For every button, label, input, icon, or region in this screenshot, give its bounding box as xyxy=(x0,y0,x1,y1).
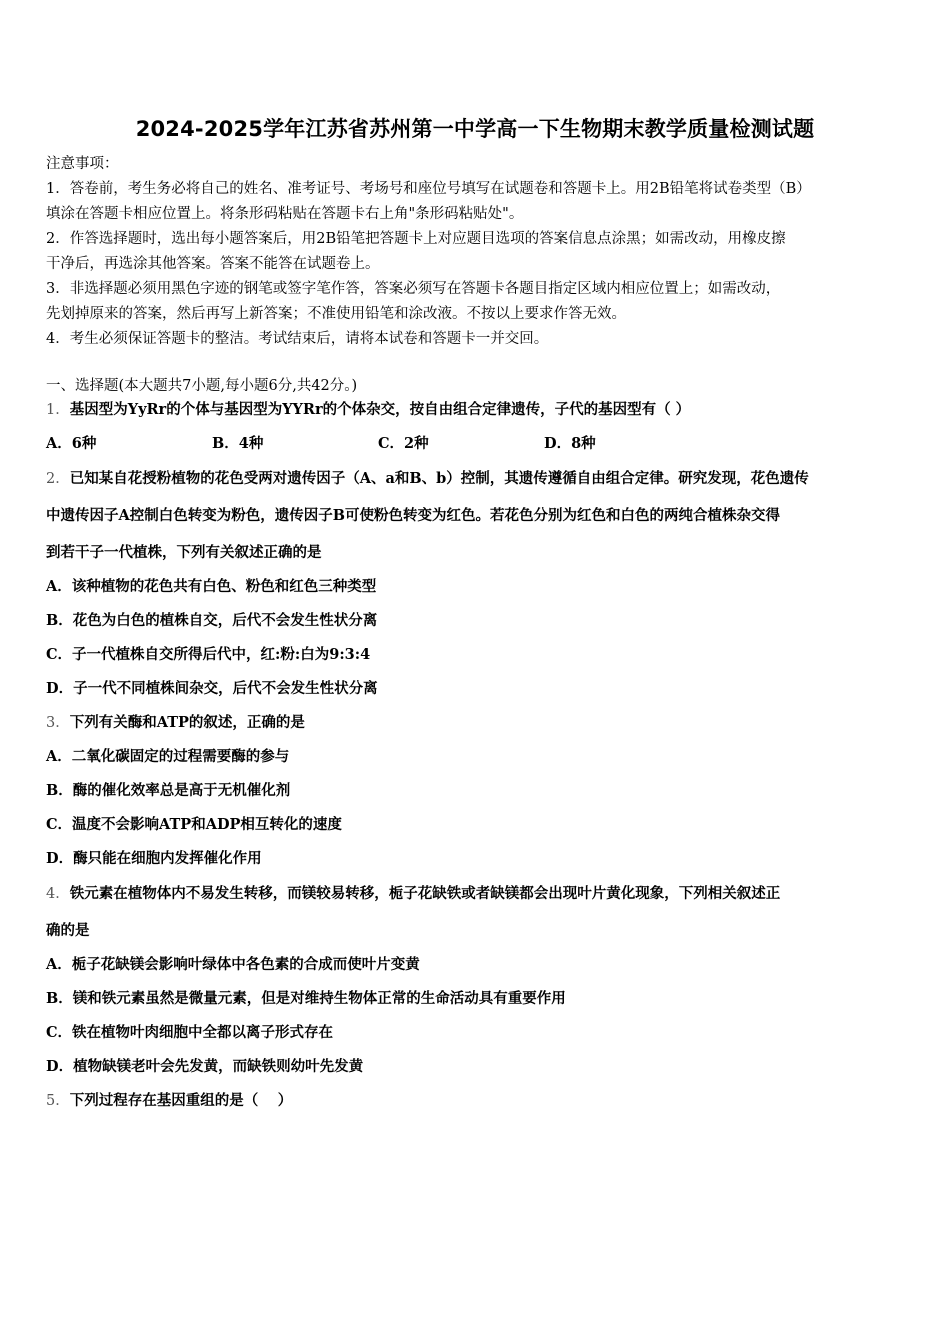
option-c: C．2种 xyxy=(378,435,429,452)
question-4-stem-line: 确的是 xyxy=(46,922,90,939)
question-4-stem xyxy=(46,877,908,911)
question-number: 4． xyxy=(46,886,70,902)
question-number: 2． xyxy=(46,471,70,487)
question-5-stem xyxy=(46,1084,908,1118)
notice-line: 3．非选择题必须用黑色字迹的钢笔或签字笔作答，答案必须写在答题卡各题目指定区域内相应位置上；如需改动， xyxy=(46,281,781,297)
option-c: C．铁在植物叶肉细胞中全都以离子形式存在 xyxy=(46,1024,334,1041)
question-1-stem xyxy=(46,393,908,427)
question-2-stem-line: 到若干子一代植株，下列有关叙述正确的是 xyxy=(46,544,322,561)
question-number: 5． xyxy=(46,1093,70,1109)
option-a: A．二氧化碳固定的过程需要酶的参与 xyxy=(46,748,290,765)
option-d: D．酶只能在细胞内发挥催化作用 xyxy=(46,850,262,867)
question-text: 已知某自花授粉植物的花色受两对遗传因子（A、a和B、b）控制，其遗传遵循自由组合定律。研究发现，花色遗传 xyxy=(69,470,809,487)
question-2-stem-line: 中遗传因子A控制白色转变为粉色，遗传因子B可使粉色转变为红色。若花色分别为红色和白色的两纯合植株杂交得 xyxy=(46,507,781,524)
option-d: D．植物缺镁老叶会先发黄，而缺铁则幼叶先发黄 xyxy=(46,1058,364,1075)
question-number: 1． xyxy=(46,402,70,418)
option-a: A．该种植物的花色共有白色、粉色和红色三种类型 xyxy=(46,578,377,595)
notice-line: 干净后，再选涂其他答案。答案不能答在试题卷上。 xyxy=(46,256,380,272)
notice-line: 先划掉原来的答案，然后再写上新答案；不准使用铅笔和涂改液。不按以上要求作答无效。 xyxy=(46,306,626,322)
question-text: 铁元素在植物体内不易发生转移，而镁较易转移，栀子花缺铁或者缺镁都会出现叶片黄化现象，下列相关叙述正 xyxy=(69,885,781,902)
question-2-stem xyxy=(46,462,908,496)
notice-block xyxy=(46,152,908,352)
question-3-stem xyxy=(46,706,908,740)
option-b: B．镁和铁元素虽然是微量元素，但是对维持生物体正常的生命活动具有重要作用 xyxy=(46,990,566,1007)
notice-line: 4．考生必须保证答题卡的整洁。考试结束后，请将本试卷和答题卡一并交回。 xyxy=(46,331,549,347)
option-a: A．栀子花缺镁会影响叶绿体中各色素的合成而使叶片变黄 xyxy=(46,956,420,973)
option-d: D．子一代不同植株间杂交，后代不会发生性状分离 xyxy=(46,680,378,697)
notice-heading: 注意事项： xyxy=(46,156,119,172)
notice-line: 2．作答选择题时，选出每小题答案后，用2B铅笔把答题卡上对应题目选项的答案信息点涂黑；如需改动，用橡皮擦 xyxy=(46,231,786,247)
option-c: C．温度不会影响ATP和ADP相互转化的速度 xyxy=(46,816,342,833)
page-title: 2024-2025学年江苏省苏州第一中学高一下生物期末教学质量检测试题 xyxy=(135,117,815,141)
question-1-options xyxy=(46,427,908,461)
option-b: B．花色为白色的植株自交，后代不会发生性状分离 xyxy=(46,612,378,629)
question-text: 下列过程存在基因重组的是（ ） xyxy=(69,1092,293,1109)
option-d: D．8种 xyxy=(544,435,596,452)
option-b: B．4种 xyxy=(212,435,264,452)
question-text: 基因型为YyRr的个体与基因型为YYRr的个体杂交，按自由组合定律遗传，子代的基因型有（ ） xyxy=(69,401,691,418)
notice-line: 填涂在答题卡相应位置上。将条形码粘贴在答题卡右上角"条形码粘贴处"。 xyxy=(46,206,524,222)
question-number: 3． xyxy=(46,715,70,731)
notice-line: 1．答卷前，考生务必将自己的姓名、准考证号、考场号和座位号填写在试题卷和答题卡上。用2B铅笔将试卷类型（B） xyxy=(46,181,811,197)
option-b: B．酶的催化效率总是高于无机催化剂 xyxy=(46,782,291,799)
section-heading: 一、选择题(本大题共7小题,每小题6分,共42分。) xyxy=(46,378,358,394)
question-text: 下列有关酶和ATP的叙述，正确的是 xyxy=(69,714,305,731)
option-c: C．子一代植株自交所得后代中，红:粉:白为9:3:4 xyxy=(46,646,371,663)
option-a: A．6种 xyxy=(46,435,97,452)
